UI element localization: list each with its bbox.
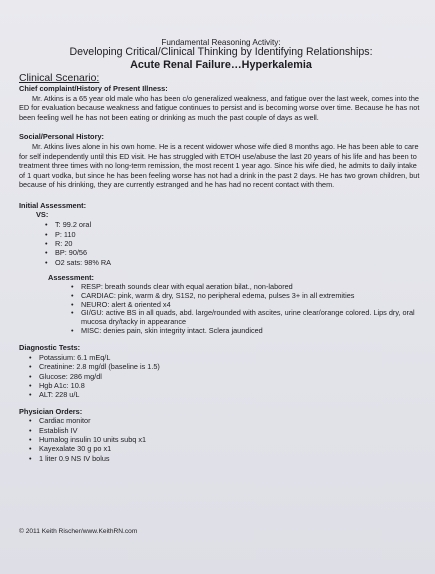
list-item: • Glucose: 286 mg/dl [39, 372, 423, 381]
list-item: • T: 99.2 oral [55, 220, 423, 229]
vital-signs-heading: VS: [36, 210, 49, 220]
diagnostic-tests-section [19, 344, 423, 400]
list-item: • ALT: 228 u/L [39, 390, 423, 399]
list-item: • GI/GU: active BS in all quads, abd. large/rounded with ascites, urine clear/orange colored. Lips dry, oral mucosa dry/tacky in appearance [81, 309, 423, 327]
physician-orders-section [19, 408, 423, 464]
chief-complaint-text: Mr. Atkins is a 65 year old male who has been c/o generalized weakness, and fatigue over the last week, comes into the ED for evaluation because weakness and fatigue continues to persist and is becoming worse over time. Because he has not been feeling well he has not been eating or drinking as much the past couple of days as well. [19, 93, 420, 122]
chief-complaint-heading: Chief complaint/History of Present Illness: [19, 83, 168, 93]
copyright-footer: © 2011 Keith Rischer/www.KeithRN.com [19, 528, 138, 535]
document-header [19, 38, 423, 71]
initial-assessment-heading: Initial Assessment: [19, 201, 87, 211]
list-item: • O2 sats: 98% RA [55, 258, 423, 267]
list-item: • Potassium: 6.1 mEq/L [39, 353, 423, 362]
vital-signs-list [19, 220, 423, 267]
list-item: • NEURO: alert & oriented x4 [81, 301, 423, 310]
diagnostic-tests-list [19, 353, 423, 400]
list-item: • MISC: denies pain, skin integrity intact. Sclera jaundiced [81, 327, 423, 336]
list-item: • Hgb A1c: 10.8 [39, 381, 423, 390]
list-item: • Cardiac monitor [39, 416, 423, 425]
initial-assessment-section [19, 202, 423, 336]
physician-orders-heading: Physician Orders: [19, 406, 83, 416]
list-item: • P: 110 [55, 230, 423, 239]
diagnostic-tests-heading: Diagnostic Tests: [19, 343, 81, 353]
activity-subtitle: Developing Critical/Clinical Thinking by Identifying Relationships: [69, 46, 373, 59]
list-item: • BP: 90/56 [55, 248, 423, 257]
assessment-heading: Assessment: [48, 272, 95, 282]
chief-complaint-section [19, 85, 423, 122]
document-title: Acute Renal Failure…Hyperkalemia [130, 59, 312, 72]
activity-label: Fundamental Reasoning Activity: [161, 38, 281, 47]
list-item: • RESP: breath sounds clear with equal aeration bilat., non-labored [81, 283, 423, 292]
list-item: • Humalog insulin 10 units subq x1 [39, 435, 423, 444]
physician-orders-list [19, 416, 423, 463]
social-history-text: Mr. Atkins lives alone in his own home. He is a recent widower whose wife died 8 months ago. He has been able to care for self independently until this ED visit. He has struggled with ETOH use/abuse the last 20 years of his life and has been to treatment three times with no long-term remission, the most recent 1 year ago. Since his wife died, he admits to daily intake of 1 quart vodka, but since he has been feeling worse has not had a drink in the past 2 days. He has two grown children, but because of his drinking, they are currently estranged and he has had no recent contact with them. [19, 142, 420, 189]
social-history-heading: Social/Personal History: [19, 132, 105, 142]
assessment-list [19, 283, 423, 336]
list-item: • R: 20 [55, 239, 423, 248]
list-item: • Establish IV [39, 426, 423, 435]
list-item: • 1 liter 0.9 NS IV bolus [39, 454, 423, 463]
list-item: • Kayexalate 30 g po x1 [39, 444, 423, 453]
list-item: • CARDIAC: pink, warm & dry, S1S2, no peripheral edema, pulses 3+ in all extremities [81, 292, 423, 301]
social-history-section [19, 133, 423, 189]
clinical-scenario-heading: Clinical Scenario: [19, 73, 100, 85]
list-item: • Creatinine: 2.8 mg/dl (baseline is 1.5) [39, 362, 423, 371]
